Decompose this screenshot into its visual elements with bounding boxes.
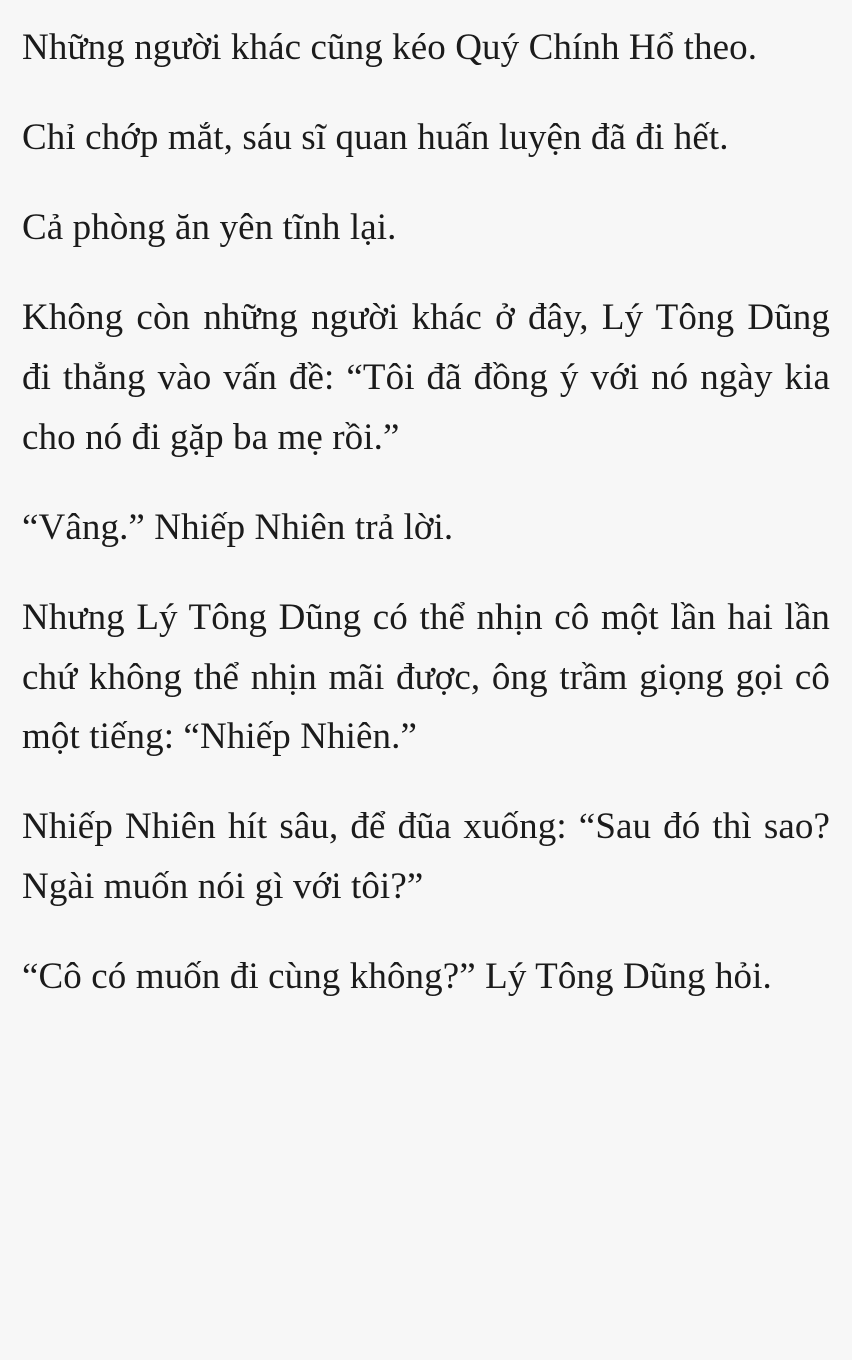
paragraph: Những người khác cũng kéo Quý Chính Hổ theo. xyxy=(22,27,758,68)
paragraph: “Vâng.” Nhiếp Nhiên trả lời. xyxy=(22,506,454,548)
paragraph: “Cô có muốn đi cùng không?” Lý Tông Dũng hỏi. xyxy=(22,956,772,998)
paragraph: Chỉ chớp mắt, sáu sĩ quan huấn luyện đã đi hết. xyxy=(22,116,729,158)
paragraph: Nhiếp Nhiên hít sâu, để đũa xuống: “Sau đó thì sao? Ngài muốn nói gì với tôi?” xyxy=(22,806,830,908)
paragraph: Nhưng Lý Tông Dũng có thể nhịn cô một lần hai lần chứ không thể nhịn mãi được, ông trầm giọng gọi cô một tiếng: “Nhiếp Nhiên.” xyxy=(22,596,830,758)
paragraph: Không còn những người khác ở đây, Lý Tông Dũng đi thẳng vào vấn đề: “Tôi đã đồng ý với nó ngày kia cho nó đi gặp ba mẹ rồi.” xyxy=(22,296,830,458)
paragraph: Cả phòng ăn yên tĩnh lại. xyxy=(22,206,397,248)
